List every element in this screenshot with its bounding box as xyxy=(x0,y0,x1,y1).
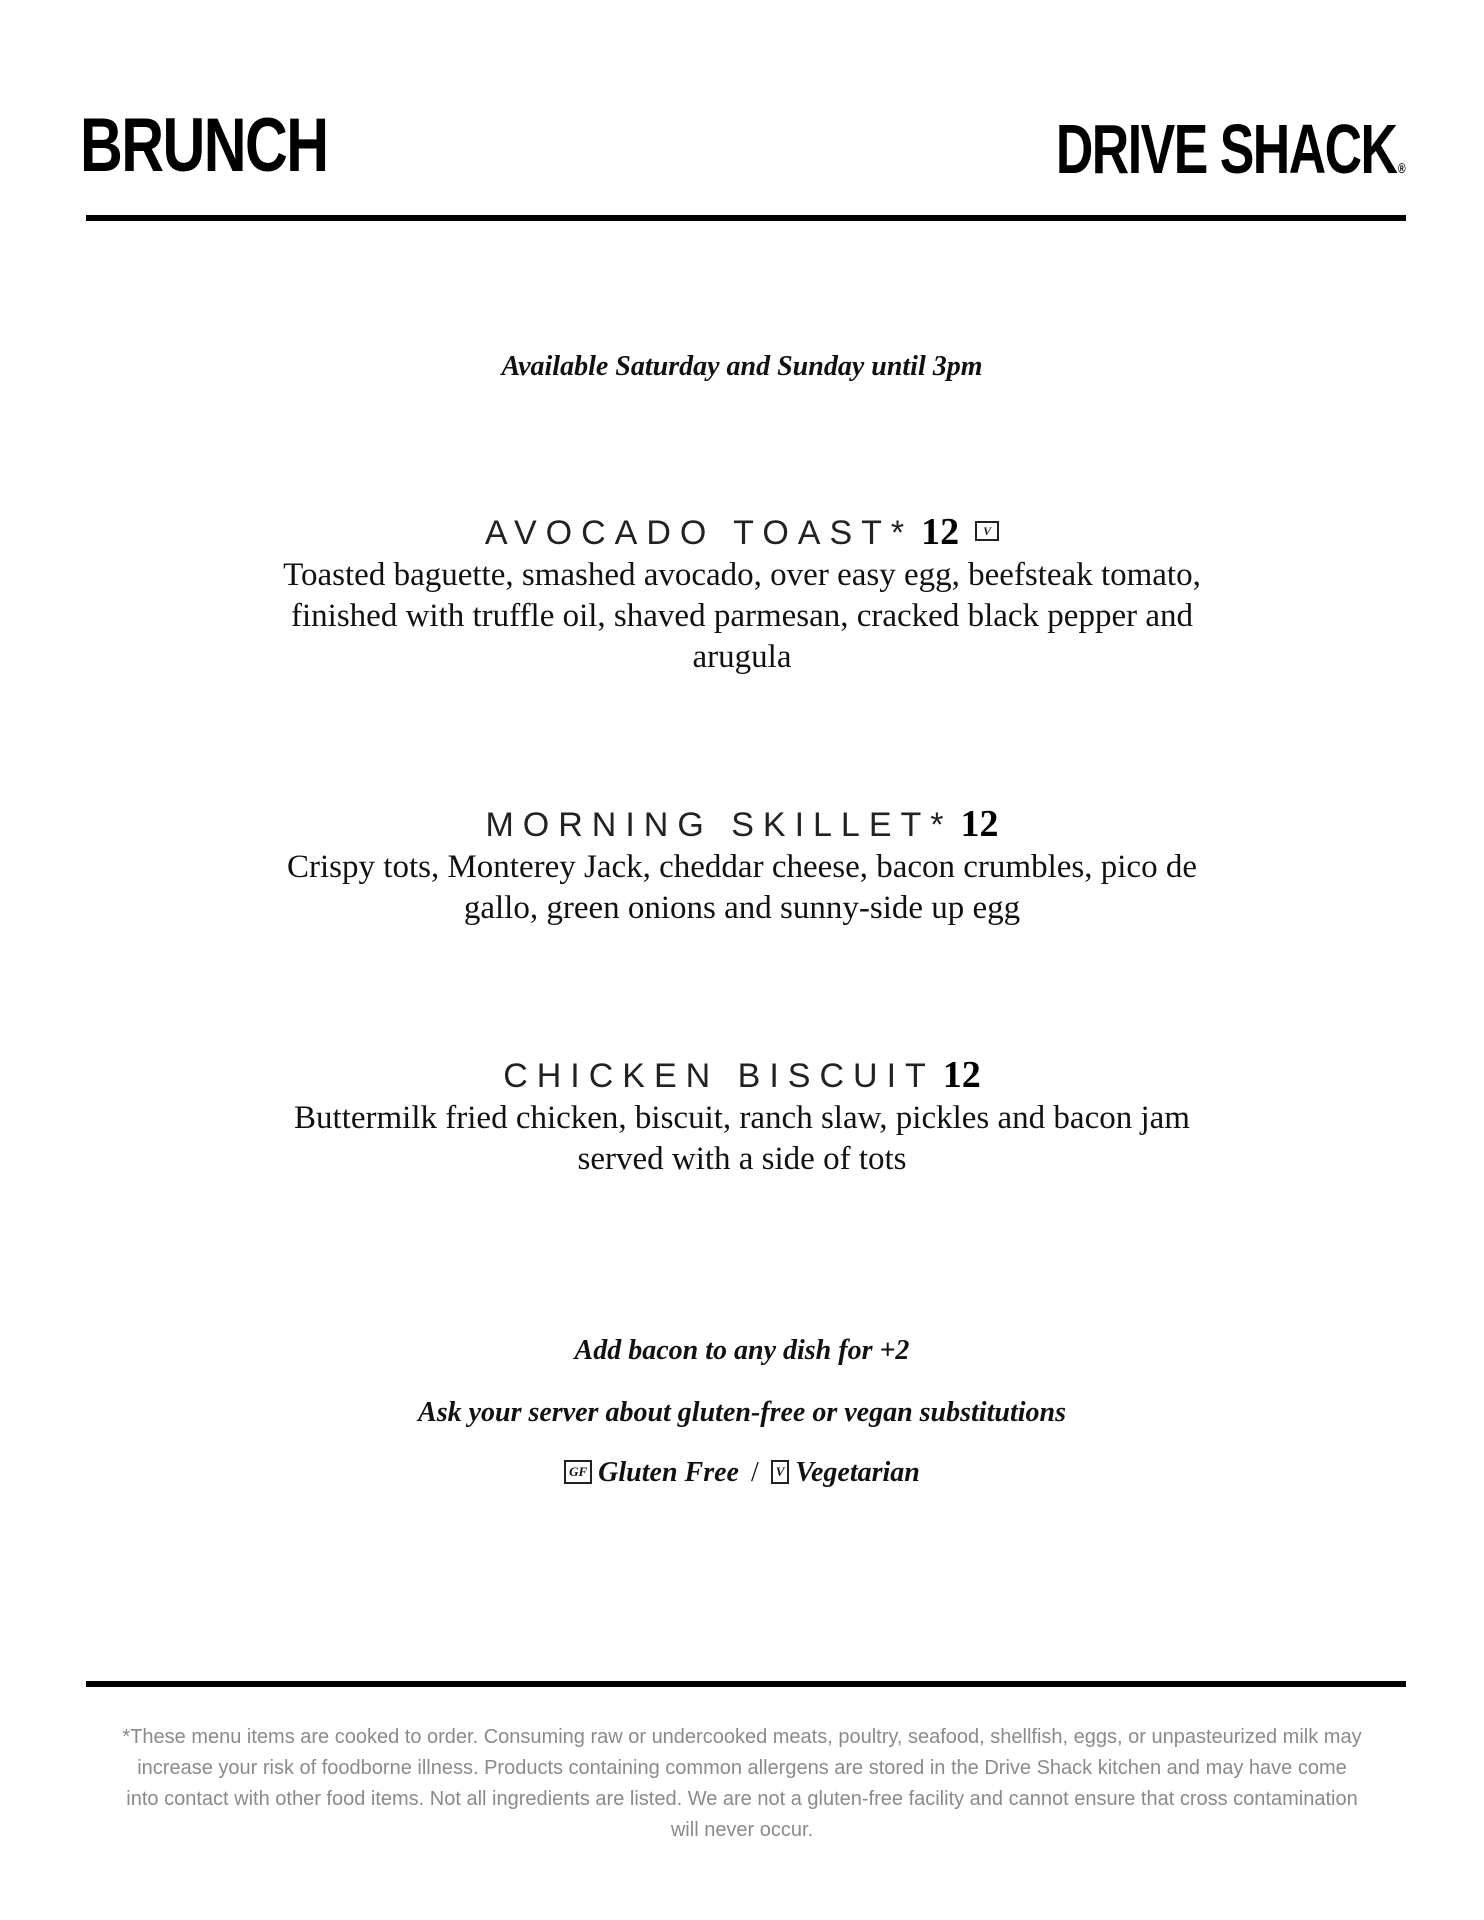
menu-item-name: AVOCADO TOAST* xyxy=(484,514,914,552)
gluten-free-label: Gluten Free xyxy=(598,1457,739,1488)
substitutions-note: Ask your server about gluten-free or vegan substitutions xyxy=(418,1397,1066,1428)
legend-separator: / xyxy=(750,1457,759,1488)
menu-item-description: Toasted baguette, smashed avocado, over easy egg, beefsteak tomato, finished with truffle oil, shaved parmesan, cracked black pepper and arugula xyxy=(283,557,1201,675)
menu-item-name-row xyxy=(0,1055,1484,1096)
menu-item-name: CHICKEN BISCUIT xyxy=(503,1057,935,1095)
gluten-free-badge-icon: GF xyxy=(564,1460,592,1484)
registered-mark: ® xyxy=(1398,160,1406,176)
menu-item-name-row xyxy=(0,804,1484,845)
vegetarian-badge-icon: V xyxy=(975,521,999,541)
bacon-add-on-note: Add bacon to any dish for +2 xyxy=(574,1335,910,1366)
menu-item-description: Crispy tots, Monterey Jack, cheddar cheese, bacon crumbles, pico de gallo, green onions and sunny-side up egg xyxy=(287,849,1197,926)
menu-item-description-block xyxy=(0,555,1484,678)
vegetarian-label: Vegetarian xyxy=(795,1457,920,1488)
menu-item-name-row xyxy=(0,512,1484,553)
menu-item-name: MORNING SKILLET* xyxy=(485,806,953,844)
vegetarian-badge-icon: V xyxy=(771,1460,790,1484)
page-title: BRUNCH xyxy=(80,103,328,188)
diet-legend xyxy=(0,1456,1484,1490)
menu-item-price: 12 xyxy=(942,1054,981,1096)
menu-item-description-block xyxy=(0,1098,1484,1180)
menu-item-price: 12 xyxy=(960,803,999,845)
availability-note: Available Saturday and Sunday until 3pm xyxy=(501,351,983,382)
top-divider xyxy=(86,215,1406,221)
bottom-divider xyxy=(86,1681,1406,1687)
brand-logo xyxy=(1056,110,1406,203)
allergen-disclaimer: *These menu items are cooked to order. Consuming raw or undercooked meats, poultry, seafood, shellfish, eggs, or unpasteurized milk may increase your risk of foodborne illness. Products containing common allergens are stored in the Drive Shack kitchen and may have come into contact with other food items. Not all ingredients are listed. We are not a gluten-free facility and cannot ensure that cross contamination will never occur. xyxy=(122,1726,1362,1841)
brand-name: DRIVE SHACK xyxy=(1056,110,1397,188)
menu-item-price: 12 xyxy=(921,511,960,553)
menu-item-description: Buttermilk fried chicken, biscuit, ranch slaw, pickles and bacon jam served with a side of tots xyxy=(294,1100,1190,1177)
menu-item-description-block xyxy=(0,847,1484,929)
